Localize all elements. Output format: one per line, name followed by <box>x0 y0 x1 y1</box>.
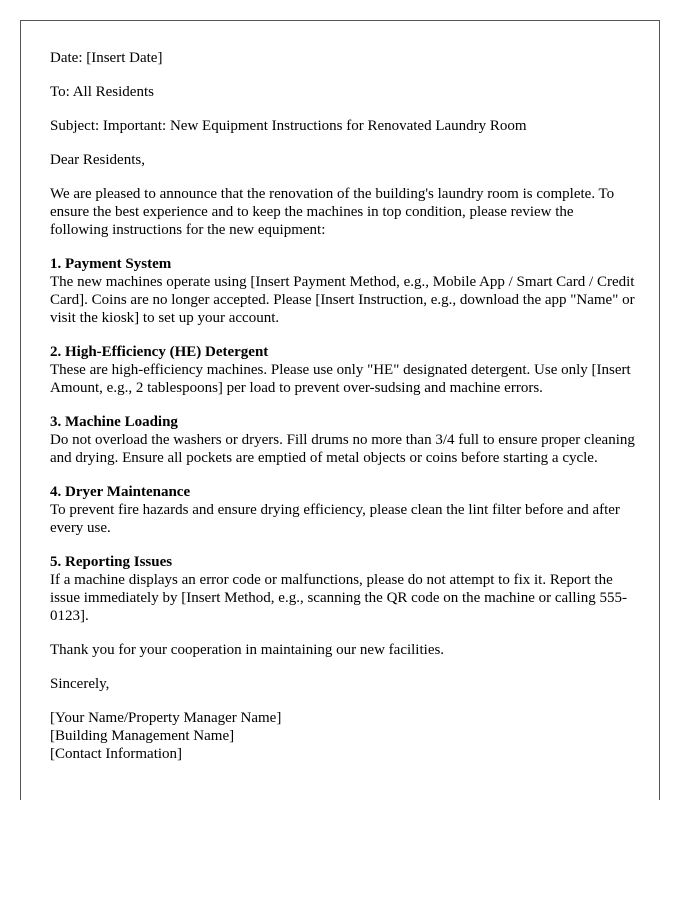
section-machine-loading <box>50 413 635 467</box>
section-title: 4. Dryer Maintenance <box>50 484 191 500</box>
intro-paragraph: We are pleased to announce that the renovation of the building's laundry room is complete. To ensure the best experience and to keep the machines in top condition, please review the following instructions for the new equipment: <box>50 186 615 238</box>
signature-contact: [Contact Information] <box>50 746 183 762</box>
section-reporting-issues <box>50 553 635 625</box>
section-dryer-maintenance <box>50 483 635 537</box>
closing-note: Thank you for your cooperation in maintaining our new facilities. <box>50 642 445 658</box>
section-body: The new machines operate using [Insert Payment Method, e.g., Mobile App / Smart Card / Credit Card]. Coins are no longer accepted. Please [Insert Instruction, e.g., download the app "Name" or visit the kiosk] to set up your account. <box>50 274 635 326</box>
section-title: 2. High-Efficiency (HE) Detergent <box>50 344 269 360</box>
signature-name: [Your Name/Property Manager Name] <box>50 710 282 726</box>
signoff: Sincerely, <box>50 676 110 692</box>
greeting: Dear Residents, <box>50 152 145 168</box>
section-title: 1. Payment System <box>50 256 172 272</box>
letter-page <box>20 20 660 800</box>
section-payment-system <box>50 255 635 327</box>
section-body: Do not overload the washers or dryers. Fill drums no more than 3/4 full to ensure proper cleaning and drying. Ensure all pockets are emptied of metal objects or coins before starting a cycle. <box>50 432 635 466</box>
signature-organization: [Building Management Name] <box>50 728 235 744</box>
section-he-detergent <box>50 343 635 397</box>
section-title: 3. Machine Loading <box>50 414 178 430</box>
subject-line: Subject: Important: New Equipment Instructions for Renovated Laundry Room <box>50 118 527 134</box>
section-title: 5. Reporting Issues <box>50 554 173 570</box>
section-body: If a machine displays an error code or malfunctions, please do not attempt to fix it. Report the issue immediately by [Insert Method, e.g., scanning the QR code on the machine or calling 555-0123]. <box>50 572 627 624</box>
section-body: These are high-efficiency machines. Please use only "HE" designated detergent. Use only [Insert Amount, e.g., 2 tablespoons] per load to prevent over-sudsing and machine errors. <box>50 362 631 396</box>
recipient-line: To: All Residents <box>50 84 154 100</box>
date-line: Date: [Insert Date] <box>50 50 163 66</box>
letter-body <box>50 49 635 763</box>
signature-block <box>50 709 635 763</box>
section-body: To prevent fire hazards and ensure drying efficiency, please clean the lint filter before and after every use. <box>50 502 620 536</box>
